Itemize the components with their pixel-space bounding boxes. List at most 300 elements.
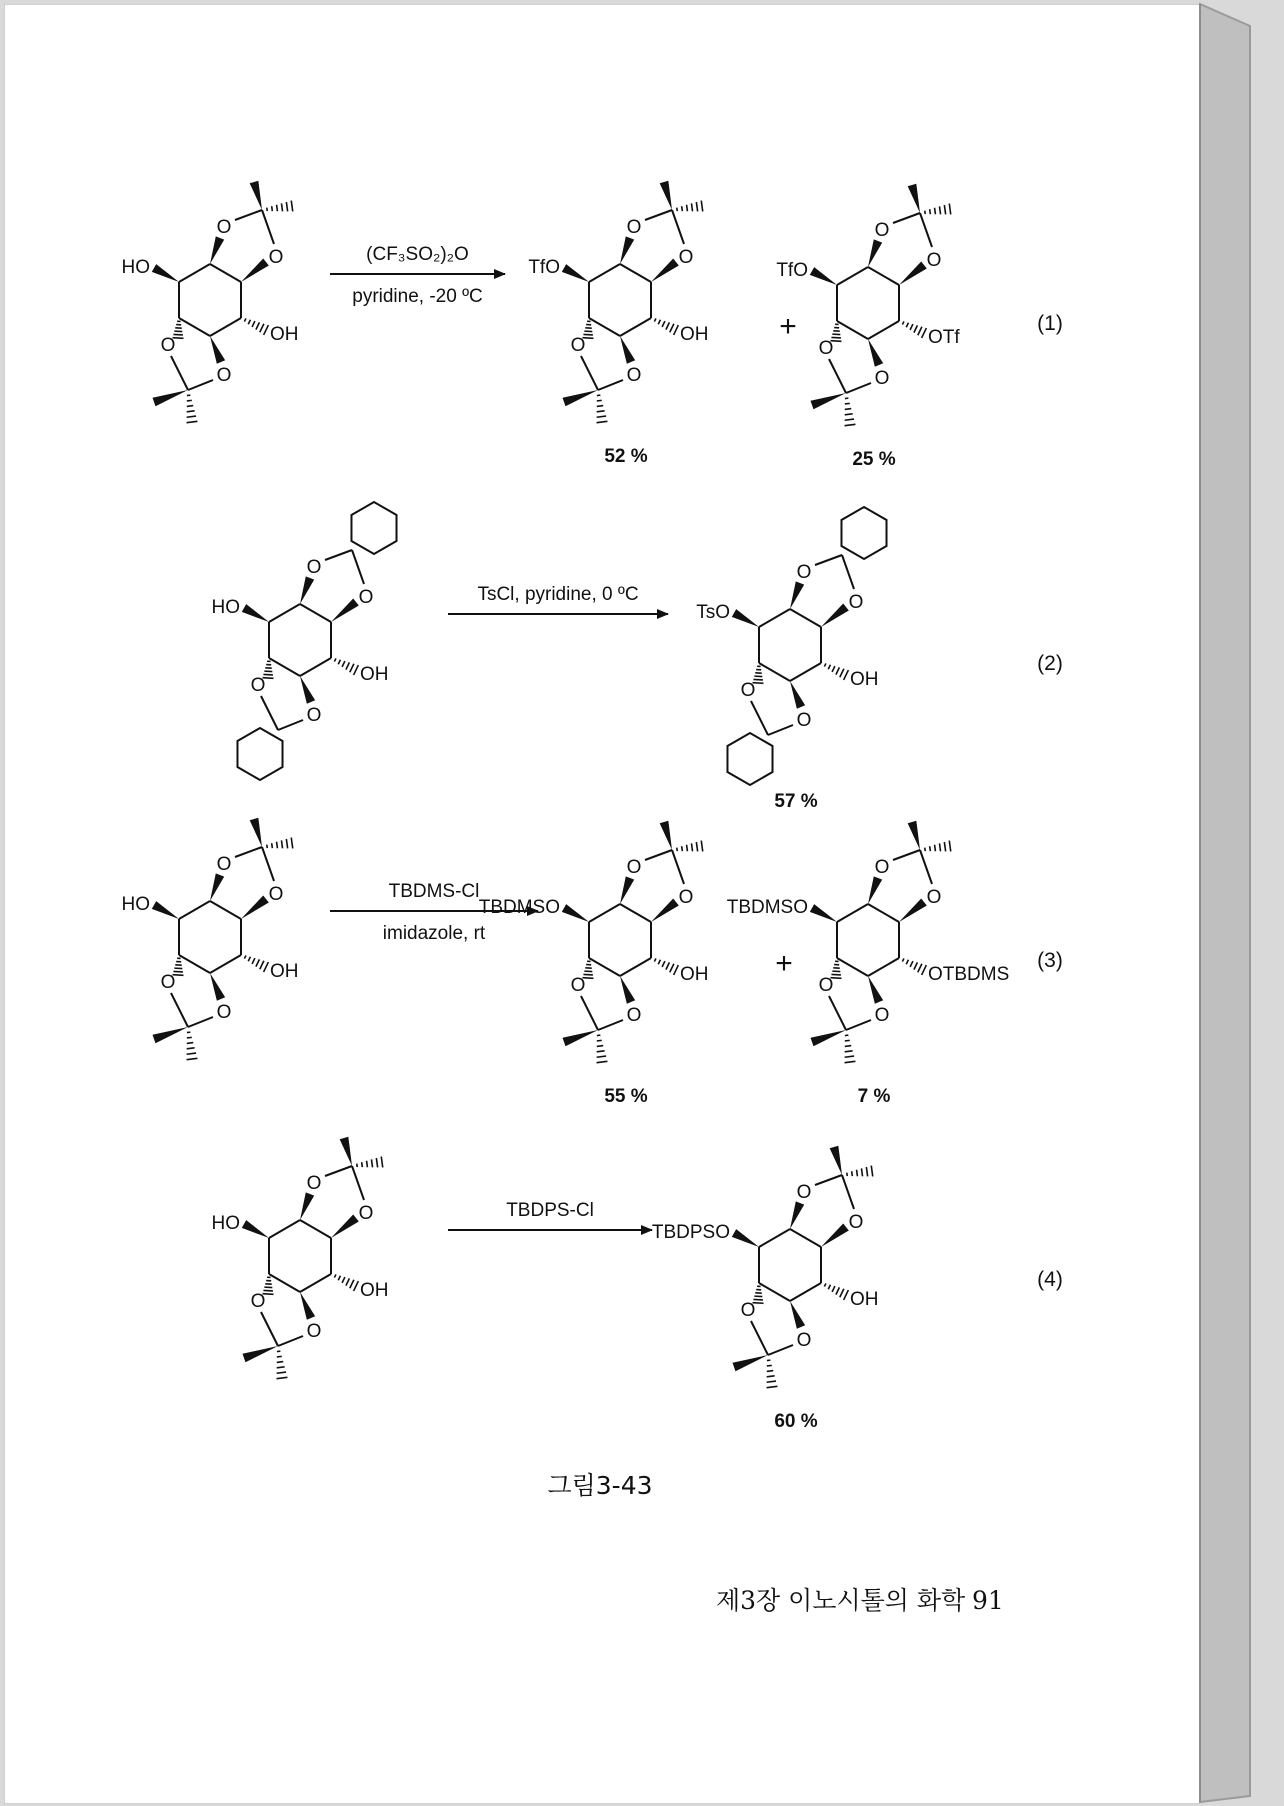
ring-bond (179, 901, 210, 919)
oxygen-atom: O (926, 887, 942, 908)
hashed-bond (334, 1274, 358, 1291)
hash-line (828, 665, 830, 670)
methyl-hash (677, 841, 703, 852)
hash-line (277, 1362, 283, 1363)
hash-line (597, 416, 606, 417)
hash-line (187, 400, 192, 401)
yield-label: 52 % (604, 446, 648, 467)
ring-bond (868, 321, 899, 339)
ring-bond (620, 958, 651, 976)
wedge-bond (620, 876, 634, 904)
hash-line (354, 1281, 359, 1291)
hash-line (342, 1277, 345, 1283)
oxygen-atom: O (796, 710, 812, 731)
product (776, 184, 960, 426)
ring-bond (269, 658, 300, 676)
hash-line (836, 1287, 839, 1294)
hash-line (381, 1157, 382, 1168)
hash-line (187, 421, 198, 422)
hash-line (939, 843, 940, 851)
substituent-left: HO (211, 1213, 240, 1234)
bond (352, 1166, 364, 1200)
ring-bond (300, 604, 331, 622)
wedge-bond (868, 239, 882, 267)
hash-line (918, 327, 922, 336)
hash-line (861, 1168, 862, 1176)
hash-line (824, 663, 826, 666)
wedge-bond (210, 873, 224, 901)
hash-line (367, 1161, 368, 1167)
hash-line (362, 1162, 363, 1167)
bond (842, 1175, 854, 1209)
ring-bond (837, 904, 868, 922)
hash-line (824, 1283, 826, 1286)
oxygen-atom: O (306, 705, 322, 726)
oxygen-atom: O (740, 680, 756, 701)
oxygen-atom: O (250, 1291, 266, 1312)
hash-line (922, 965, 927, 975)
hash-line (376, 1158, 377, 1167)
hash-line (944, 842, 945, 851)
methyl-wedge (250, 181, 262, 210)
hash-line (346, 1278, 349, 1285)
wedge-bond (620, 976, 635, 1004)
starting-material (122, 818, 299, 1060)
hash-line (252, 321, 255, 327)
substituent-left: HO (121, 257, 150, 278)
bond (278, 1336, 303, 1346)
ring-bond (269, 1274, 300, 1292)
methyl-hash (847, 1166, 873, 1177)
hash-line (828, 1285, 830, 1290)
bond (188, 1017, 213, 1027)
reaction-4 (212, 1137, 1063, 1432)
methyl-hash (187, 1032, 198, 1060)
hash-line (845, 1051, 853, 1052)
hash-line (260, 324, 264, 333)
oxygen-atom: O (216, 217, 232, 238)
wedge-bond (300, 1192, 314, 1220)
hash-line (666, 962, 669, 969)
hash-line (930, 846, 931, 851)
substituent-right: OH (270, 961, 299, 982)
ring-bond (210, 318, 241, 336)
bond (751, 701, 768, 735)
hash-line (845, 1040, 850, 1041)
hashed-bond (244, 955, 268, 972)
hashed-bond (824, 1283, 848, 1300)
wedge-bond (300, 1292, 315, 1320)
hash-line (371, 1159, 372, 1167)
hash-line (902, 958, 904, 961)
methyl-wedge (660, 181, 672, 210)
substituent-left: TBDPSO (651, 1222, 730, 1243)
methyl-hash (357, 1157, 383, 1168)
hashed-bond (334, 658, 358, 675)
hash-line (187, 411, 195, 412)
oxygen-atom: O (306, 1321, 322, 1342)
hash-line (701, 201, 702, 212)
hash-line (277, 205, 278, 211)
ring-bond (589, 904, 620, 922)
hash-line (597, 1040, 602, 1041)
ring-bond (179, 318, 210, 336)
hash-line (687, 845, 688, 851)
bond (171, 356, 188, 390)
bond (751, 1321, 768, 1355)
wedge-bond (620, 336, 635, 364)
ring-bond (589, 318, 620, 336)
ring-bond (620, 318, 651, 336)
wedge-bond (790, 681, 805, 709)
methyl-hash (277, 1351, 288, 1379)
hash-line (674, 965, 679, 975)
methyl-hash (267, 838, 293, 849)
bond (598, 1020, 623, 1030)
oxygen-atom: O (160, 972, 176, 993)
hash-line (935, 208, 936, 214)
hash-line (670, 324, 674, 333)
hash-line (244, 318, 246, 321)
hash-line (691, 843, 692, 851)
figure-caption: 그림3-43 (547, 1471, 653, 1500)
wedge-bond (868, 876, 882, 904)
hash-line (187, 1037, 192, 1038)
hash-line (949, 204, 950, 215)
methyl-hash (187, 395, 198, 423)
hash-line (832, 1286, 835, 1292)
yield-label: 55 % (604, 1086, 648, 1107)
oxygen-atom: O (796, 1330, 812, 1351)
ring-bond (790, 1229, 821, 1247)
wedge-bond (868, 339, 883, 367)
hash-line (272, 843, 273, 848)
product (727, 821, 1010, 1063)
hash-line (906, 323, 908, 328)
hash-line (902, 321, 904, 324)
bond (846, 383, 871, 393)
hash-line (701, 841, 702, 852)
hash-line (654, 318, 656, 321)
equation-number: (2) (1037, 652, 1063, 675)
hash-line (597, 1046, 603, 1047)
methyl-hash (925, 841, 951, 852)
hash-line (666, 322, 669, 329)
methyl-wedge (830, 1146, 842, 1175)
wedge-bond (651, 898, 679, 922)
substituent-left: TsO (696, 602, 730, 623)
bond (235, 847, 262, 857)
hash-line (346, 662, 349, 669)
hash-line (256, 959, 259, 966)
hash-line (670, 964, 674, 973)
hash-line (836, 667, 839, 674)
hash-line (857, 1170, 858, 1176)
bond (829, 359, 846, 393)
hash-line (334, 658, 336, 661)
substituent-right: OTBDMS (928, 964, 1010, 985)
bond (261, 696, 278, 730)
cyclohexane-ring (841, 507, 886, 559)
wedge-bond (732, 609, 759, 627)
hash-line (272, 206, 273, 211)
oxygen-atom: O (216, 854, 232, 875)
hash-line (767, 1386, 778, 1387)
ring-bond (837, 958, 868, 976)
hash-line (597, 406, 603, 407)
oxygen-atom: O (626, 857, 642, 878)
oxygen-atom: O (874, 220, 890, 241)
methyl-hash (925, 204, 951, 215)
hash-line (291, 838, 292, 849)
oxygen-atom: O (216, 1002, 232, 1023)
methyl-wedge (153, 390, 188, 406)
bond (920, 213, 932, 247)
ring-bond (790, 1283, 821, 1301)
bond (815, 1175, 842, 1185)
bond (261, 1312, 278, 1346)
wedge-bond (241, 895, 269, 919)
hash-line (597, 1051, 605, 1052)
wedge-bond (300, 676, 315, 704)
equation-number: (3) (1037, 949, 1063, 972)
hash-line (696, 842, 697, 851)
oxygen-atom: O (250, 675, 266, 696)
ring-bond (759, 1229, 790, 1247)
hash-line (277, 1372, 286, 1373)
hash-line (291, 201, 292, 212)
hash-line (342, 661, 345, 667)
hash-line (597, 1056, 606, 1057)
hash-line (767, 1371, 773, 1372)
ring-bond (179, 955, 210, 973)
bond (815, 555, 842, 565)
substituent-right: OTf (928, 327, 960, 348)
substituent-right: OH (850, 669, 879, 690)
hash-line (338, 660, 340, 665)
hash-line (334, 1274, 336, 1277)
hash-line (871, 1166, 872, 1177)
hash-line (845, 1056, 854, 1057)
hash-line (187, 406, 193, 407)
bond (171, 993, 188, 1027)
ring-bond (269, 604, 300, 622)
hash-line (845, 409, 851, 410)
bond (645, 210, 672, 220)
hash-line (252, 958, 255, 964)
methyl-hash (267, 201, 293, 212)
hashed-bond (902, 958, 926, 975)
hash-line (248, 320, 250, 325)
methyl-hash (597, 1035, 608, 1063)
hash-line (264, 962, 269, 972)
hash-line (674, 325, 679, 335)
ring-bond (589, 958, 620, 976)
substituent-right: OH (270, 324, 299, 345)
methyl-hash (597, 395, 608, 423)
reaction-2 (212, 502, 1063, 812)
bond (829, 996, 846, 1030)
wedge-bond (651, 258, 679, 282)
reaction-3 (122, 818, 1063, 1107)
ring-bond (210, 901, 241, 919)
hash-line (866, 1167, 867, 1176)
methyl-wedge (563, 390, 598, 406)
reaction-1 (122, 181, 1063, 470)
hash-line (248, 957, 250, 962)
product (652, 1146, 879, 1388)
ring-bond (837, 321, 868, 339)
wedge-bond (152, 901, 179, 919)
hashed-bond (244, 318, 268, 335)
ring-bond (269, 1220, 300, 1238)
hash-line (286, 202, 287, 211)
substituent-left: HO (211, 597, 240, 618)
methyl-hash (677, 201, 703, 212)
condition-label: imidazole, rt (382, 923, 486, 944)
hash-line (691, 203, 692, 211)
ring-bond (790, 663, 821, 681)
wedge-bond (810, 267, 837, 285)
hash-line (845, 414, 853, 415)
ring-bond (620, 904, 651, 922)
bond (842, 555, 854, 589)
ring-bond (837, 267, 868, 285)
hash-line (930, 209, 931, 214)
wedge-bond (152, 264, 179, 282)
bond (672, 210, 684, 244)
hash-line (845, 424, 856, 425)
oxygen-atom: O (818, 975, 834, 996)
hash-line (187, 416, 196, 417)
hash-line (264, 325, 269, 335)
hash-line (281, 840, 282, 848)
hash-line (832, 666, 835, 672)
hash-line (658, 960, 660, 965)
hash-line (696, 202, 697, 211)
hash-line (662, 961, 665, 967)
hash-line (845, 1061, 856, 1062)
starting-material (212, 502, 397, 780)
methyl-wedge (340, 1137, 352, 1166)
hash-line (687, 205, 688, 211)
hash-line (939, 206, 940, 214)
ring-bond (620, 264, 651, 282)
methyl-wedge (153, 1027, 188, 1043)
substituent-left: TBDMSO (726, 897, 808, 918)
yield-label: 57 % (774, 791, 818, 812)
hash-line (935, 845, 936, 851)
wedge-bond (899, 898, 927, 922)
hash-line (260, 961, 264, 970)
oxygen-atom: O (678, 247, 694, 268)
hash-line (914, 325, 917, 332)
bond (352, 550, 364, 584)
ring-bond (868, 267, 899, 285)
substituent-right: OH (360, 664, 389, 685)
reagent-label: TBDMS-Cl (388, 881, 480, 902)
hash-line (845, 403, 850, 404)
hash-line (187, 1053, 196, 1054)
wedge-bond (790, 1301, 805, 1329)
oxygen-atom: O (678, 887, 694, 908)
methyl-wedge (811, 1030, 846, 1046)
wedge-bond (210, 973, 225, 1001)
oxygen-atom: O (874, 368, 890, 389)
wedge-bond (732, 1229, 759, 1247)
wedge-bond (210, 236, 224, 264)
ring-bond (759, 609, 790, 627)
oxygen-atom: O (216, 365, 232, 386)
hash-line (281, 203, 282, 211)
hashed-bond (654, 318, 678, 335)
bond (325, 550, 352, 560)
condition-label: pyridine, -20 ºC (352, 286, 483, 307)
ring-bond (210, 264, 241, 282)
yield-label: 60 % (774, 1411, 818, 1432)
equation-number: (4) (1037, 1268, 1063, 1291)
reagent-label: TBDPS-Cl (506, 1200, 594, 1221)
page-number: 91 (972, 1586, 1004, 1615)
hash-line (597, 411, 605, 412)
oxygen-atom: O (570, 335, 586, 356)
hash-line (682, 206, 683, 211)
yield-label: 7 % (857, 1086, 891, 1107)
plus-sign: + (775, 947, 793, 980)
bond (235, 210, 262, 220)
substituent-right: OH (850, 1289, 879, 1310)
substituent-right: OH (360, 1280, 389, 1301)
ring-bond (300, 658, 331, 676)
oxygen-atom: O (306, 1173, 322, 1194)
starting-material (212, 1137, 389, 1379)
bond (768, 725, 793, 735)
hashed-bond (824, 663, 848, 680)
substituent-left: TfO (776, 260, 808, 281)
ring-bond (868, 904, 899, 922)
hash-line (844, 670, 849, 680)
wedge-bond (242, 1220, 269, 1238)
wedge-bond (620, 236, 634, 264)
wedge-bond (331, 598, 359, 622)
oxygen-atom: O (796, 1182, 812, 1203)
methyl-wedge (908, 821, 920, 850)
methyl-wedge (660, 821, 672, 850)
plus-sign: + (779, 310, 797, 343)
chapter-title: 제3장 이노시톨의 화학 (716, 1586, 966, 1615)
ring-bond (179, 264, 210, 282)
hash-line (277, 1367, 285, 1368)
methyl-hash (767, 1360, 778, 1388)
wedge-bond (810, 904, 837, 922)
cyclohexane-ring (727, 733, 772, 785)
wedge-bond (821, 1223, 849, 1247)
wedge-bond (562, 264, 589, 282)
hash-line (350, 1280, 354, 1289)
hash-line (910, 961, 913, 967)
product (479, 821, 709, 1063)
hash-line (844, 1290, 849, 1300)
hash-line (187, 1043, 193, 1044)
bond (262, 847, 274, 881)
hash-line (338, 1276, 340, 1281)
wedge-bond (562, 904, 589, 922)
methyl-wedge (250, 818, 262, 847)
hashed-bond (902, 321, 926, 338)
ring-bond (300, 1220, 331, 1238)
wedge-bond (821, 603, 849, 627)
bond (893, 213, 920, 223)
